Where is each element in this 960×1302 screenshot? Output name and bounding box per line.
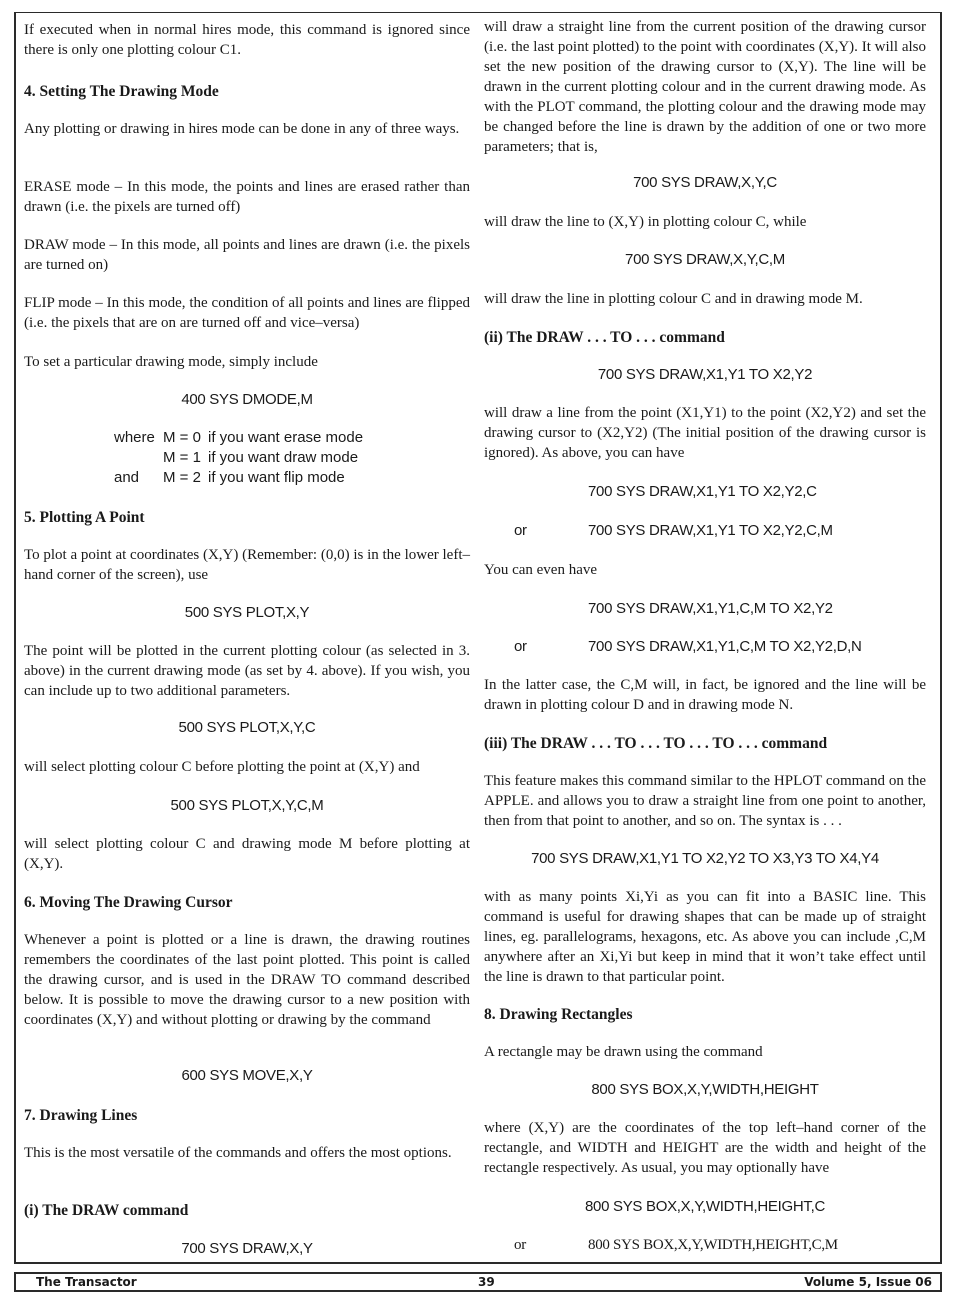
mode-lead: where [114,429,155,446]
code-multi: 700 SYS DRAW,X1,Y1 TO X2,Y2 TO X3,Y3 TO X4,Y4 [531,850,879,867]
paragraph-box: where (X,Y) are the coordinates of the top left–hand corner of the rectangle, and WIDTH and HEIGHT are the width and height of the rectangle respectively. As usual, you may optionally have [484,1120,926,1176]
code-drawto-c: 700 SYS DRAW,X1,Y1 TO X2,Y2,C [588,483,817,500]
paragraph-flip-mode: FLIP mode – In this mode, the condition of all points and lines are flipped (i.e. the pixels that are on are turned off and vice–versa) [24,295,470,331]
code-box-cm: 800 SYS BOX,X,Y,WIDTH,HEIGHT,C,M [588,1237,838,1253]
paragraph-three-ways: Any plotting or drawing in hires mode can be done in any of three ways. [24,121,460,137]
heading-7-drawing-lines: 7. Drawing Lines [24,1107,138,1124]
heading-6-cursor: 6. Moving The Drawing Cursor [24,894,233,911]
paragraph-plot-intro: To plot a point at coordinates (X,Y) (Remember: (0,0) is in the lower left–hand corner of the screen), use [24,547,470,583]
paragraph-rect: A rectangle may be drawn using the command [484,1044,763,1060]
code-plot-c: 500 SYS PLOT,X,Y,C [178,719,316,736]
page-footer [14,1272,942,1292]
code-box-c: 800 SYS BOX,X,Y,WIDTH,HEIGHT,C [585,1198,825,1215]
paragraph-cursor: Whenever a point is plotted or a line is drawn, the drawing routines remembers the coordinates of the last point plotted. This point is called the drawing cursor, and is used in the DRAW TO command described below. It is possible to move the drawing cursor to a new position with coordinates (X,Y) and without plotting or drawing by the command [24,932,470,1028]
heading-4-drawing-mode: 4. Setting The Drawing Mode [24,83,219,100]
code-move: 600 SYS MOVE,X,Y [181,1067,313,1084]
mode-value: M = 1 [163,449,201,466]
paragraph-draw-c: will draw the line to (X,Y) in plotting colour C, while [484,214,807,230]
paragraph-latter: In the latter case, the C,M will, in fact, be ignored and the line will be drawn in plotting colour D and in drawing mode N. [484,677,926,713]
heading-5-plotting-point: 5. Plotting A Point [24,509,145,526]
code-drawto-cm: 700 SYS DRAW,X1,Y1 TO X2,Y2,C,M [588,522,833,539]
or-label: or [514,522,527,539]
mode-desc: if you want draw mode [208,449,359,466]
code-draw-cm: 700 SYS DRAW,X,Y,C,M [625,251,785,268]
code-drawto-cm-first: 700 SYS DRAW,X1,Y1,C,M TO X2,Y2 [588,600,833,617]
paragraph-set-mode: To set a particular drawing mode, simply include [24,354,318,370]
paragraph-select-cm: will select plotting colour C and drawing mode M before plotting at (X,Y). [24,836,470,872]
or-label: or [514,1237,526,1253]
paragraph-many: with as many points Xi,Yi as you can fit into a BASIC line. This command is useful for drawing shapes that can be made up of straight lines, eg. parallelograms, hexagons, etc. As above you can include ,C,M anywhere after an Xi,Yi but keep in mind that it won’t take effect until the line is drawn to that particular point. [484,889,926,985]
paragraph-intro: If executed when in normal hires mode, this command is ignored since there is only one plotting colour C1. [24,22,470,58]
paragraph-even: You can even have [484,562,598,578]
mode-lead: and [114,469,140,486]
mode-value: M = 0 [163,429,201,446]
mode-value: M = 2 [163,469,201,486]
mode-table [24,428,470,488]
code-dmode: 400 SYS DMODE,M [181,391,313,408]
mode-row [24,428,470,448]
paragraph-plotted: The point will be plotted in the current plotting colour (as selected in 3. above) in the current drawing mode (as set by 4. above). If you wish, you can include up to two additional parameters. [24,643,470,699]
paragraph-draw-desc: will draw a straight line from the current position of the drawing cursor (i.e. the last point plotted) to the point with coordinates (X,Y). It will also set the new position of the drawing cursor to (X,Y). The line will be drawn in the current plotting colour and in the current drawing mode. As with the PLOT command, the plotting colour and the drawing mode may be changed before the line is drawn by the addition of one or two more parameters; that is, [484,19,926,155]
paragraph-draw-cm: will draw the line in plotting colour C and in drawing mode M. [484,291,863,307]
code-draw-c: 700 SYS DRAW,X,Y,C [633,174,777,191]
page-number: 39 [478,1275,495,1289]
heading-7ii-draw-to: (ii) The DRAW . . . TO . . . command [484,329,725,346]
code-draw: 700 SYS DRAW,X,Y [181,1240,313,1257]
code-drawto-dn: 700 SYS DRAW,X1,Y1,C,M TO X2,Y2,D,N [588,638,862,655]
mode-row [24,448,470,468]
mode-desc: if you want erase mode [208,429,364,446]
mode-desc: if you want flip mode [208,469,345,486]
heading-7iii-multi-to: (iii) The DRAW . . . TO . . . TO . . . TO . . . command [484,735,828,752]
paragraph-hplot: This feature makes this command similar to the HPLOT command on the APPLE. and allows you to draw a straight line from one point to another, then from that point to another, and so on. The syntax is . . . [484,773,926,829]
paragraph-select-c: will select plotting colour C before plotting the point at (X,Y) and [24,759,420,775]
or-label: or [514,638,527,655]
code-drawto: 700 SYS DRAW,X1,Y1 TO X2,Y2 [597,366,813,383]
heading-7i-draw-command: (i) The DRAW command [24,1202,189,1219]
code-plot: 500 SYS PLOT,X,Y [184,604,310,621]
code-plot-cm: 500 SYS PLOT,X,Y,C,M [170,797,324,814]
code-box: 800 SYS BOX,X,Y,WIDTH,HEIGHT [591,1081,819,1098]
paragraph-drawto: will draw a line from the point (X1,Y1) to the point (X2,Y2) and set the drawing cursor to (X2,Y2) (The initial position of the drawing cursor is ignored). As above, you can have [484,405,926,461]
heading-8-rectangles: 8. Drawing Rectangles [484,1006,633,1023]
issue-label: Volume 5, Issue 06 [804,1275,932,1289]
paragraph-versatile: This is the most versatile of the commands and offers the most options. [24,1145,452,1161]
paragraph-draw-mode: DRAW mode – In this mode, all points and lines are drawn (i.e. the pixels are turned on) [24,237,470,273]
publication-name: The Transactor [36,1275,137,1289]
paragraph-erase-mode: ERASE mode – In this mode, the points and lines are erased rather than drawn (i.e. the pixels are turned off) [24,179,470,215]
mode-row [24,468,470,488]
